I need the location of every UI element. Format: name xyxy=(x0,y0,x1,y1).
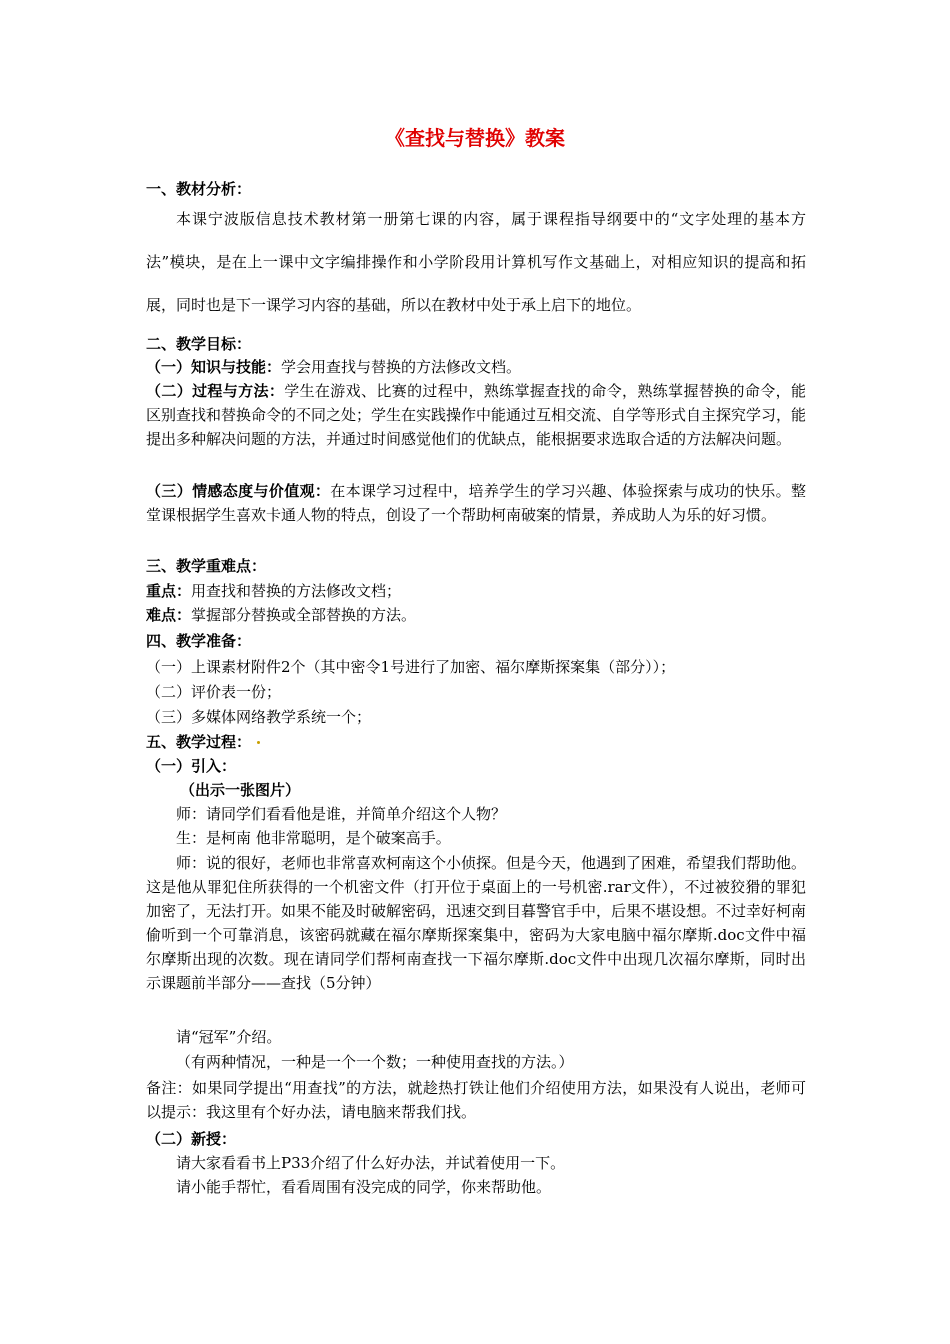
teacher-line-2: 师：说的很好，老师也非常喜欢柯南这个小侦探。但是今天，他遇到了困难，希望我们帮助他。这是他从罪犯住所获得的一个机密文件（打开位于桌面上的一号机密.rar文件），不过被狡猾的罪犯加密了，无法打开。如果不能及时破解密码，迅速交到目暮警官手中，后果不堪设想。不过幸好柯南偷听到一个可靠消息，该密码就藏在福尔摩斯探案集中，密码为大家电脑中福尔摩斯.doc文件中福尔摩斯出现的次数。现在请同学们帮柯南查找一下福尔摩斯.doc文件中出现几次福尔摩斯，同时出示课题前半部分——查找（5分钟） xyxy=(146,854,807,992)
new-lesson-heading: （二）新授： xyxy=(146,1130,237,1148)
show-picture-note: （出示一张图片） xyxy=(180,781,301,799)
key-point-label: 重点： xyxy=(146,582,192,600)
preparation-item: （三）多媒体网络教学系统一个； xyxy=(146,708,372,726)
section-heading-analysis: 一、教材分析： xyxy=(146,180,252,198)
difficult-point-label: 难点： xyxy=(146,606,192,624)
preparation-item: （一）上课素材附件2个（其中密令1号进行了加密、福尔摩斯探案集（部分））； xyxy=(146,658,676,676)
two-cases-note: （有两种情况，一种是一个一个数；一种使用查找的方法。） xyxy=(176,1053,574,1071)
process-heading-text: 五、教学过程： xyxy=(146,733,252,751)
key-point xyxy=(146,580,401,601)
goal-knowledge-text: 学会用查找与替换的方法修改文档。 xyxy=(281,358,522,376)
intro-heading: （一）引入： xyxy=(146,757,237,775)
document-title: 《查找与替换》教案 xyxy=(385,126,565,150)
new-lesson-line-1: 请大家看看书上P33介绍了什么好办法，并试着使用一下。 xyxy=(176,1154,566,1172)
invite-champion: 请“冠军”介绍。 xyxy=(176,1028,282,1046)
goal-knowledge-label: （一）知识与技能： xyxy=(146,358,282,376)
analysis-paragraph: 本课宁波版信息技术教材第一册第七课的内容，属于课程指导纲要中的“文字处理的基本方法”模块，是在上一课中文字编排操作和小学阶段用计算机写作文基础上，对相应知识的提高和拓展，同时也是下一课学习内容的基础，所以在教材中处于承上启下的地位。 xyxy=(146,210,806,314)
teacher-note: 备注：如果同学提出“用查找”的方法，就趁热打铁让他们介绍使用方法，如果没有人说出，老师可以提示：我这里有个好办法，请电脑来帮我们找。 xyxy=(146,1079,806,1121)
goal-process-label: （二）过程与方法： xyxy=(146,382,285,400)
section-heading-preparation: 四、教学准备： xyxy=(146,632,252,650)
goal-emotion xyxy=(146,479,806,527)
teacher-line-1: 师：请同学们看看他是谁，并简单介绍这个人物？ xyxy=(176,805,507,823)
goal-knowledge xyxy=(146,355,806,379)
new-lesson-line-2: 请小能手帮忙，看看周围有没完成的同学，你来帮助他。 xyxy=(176,1178,552,1196)
section-heading-process xyxy=(146,731,260,752)
preparation-item: （二）评价表一份； xyxy=(146,683,282,701)
difficult-point-text: 掌握部分替换或全部替换的方法。 xyxy=(191,606,417,624)
student-line-1: 生：是柯南 他非常聪明，是个破案高手。 xyxy=(176,829,451,847)
section-heading-goals: 二、教学目标： xyxy=(146,335,252,353)
key-point-text: 用查找和替换的方法修改文档； xyxy=(191,582,402,600)
goal-process-text: 学生在游戏、比赛的过程中，熟练掌握查找的命令，熟练掌握替换的命令，能区别查找和替换命令的不同之处；学生在实践操作中能通过互相交流、自学等形式自主探究学习，能提出多种解决问题的方法，并通过时间感觉他们的优缺点，能根据要求选取合适的方法解决问题。 xyxy=(146,382,807,448)
stray-dot xyxy=(257,741,260,744)
goal-emotion-text: 在本课学习过程中，培养学生的学习兴趣、体验探索与成功的快乐。整堂课根据学生喜欢卡通人物的特点，创设了一个帮助柯南破案的情景，养成助人为乐的好习惯。 xyxy=(146,482,806,524)
goal-emotion-label: （三）情感态度与价值观： xyxy=(146,482,331,500)
section-heading-key-points: 三、教学重难点： xyxy=(146,557,267,575)
difficult-point xyxy=(146,604,416,625)
goal-process xyxy=(146,379,806,451)
